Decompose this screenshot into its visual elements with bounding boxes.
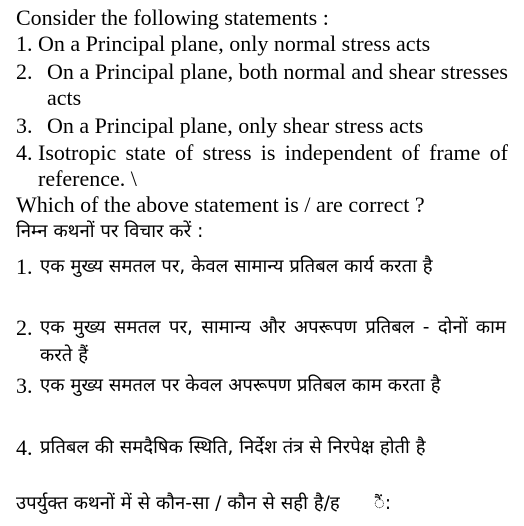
english-statement-4 xyxy=(16,140,508,192)
hindi-question: उपर्युक्त कथनों में से कौन-सा / कौन से सही है/ह ैं: xyxy=(16,493,392,514)
statement-number: 2. xyxy=(16,59,33,84)
hindi-statement-3 xyxy=(16,372,506,400)
statement-number: 4. xyxy=(16,140,33,165)
hindi-intro: निम्न कथनों पर विचार करें : xyxy=(16,221,204,242)
statement-text: On a Principal plane, only shear stress acts xyxy=(47,113,424,138)
statement-text: प्रतिबल की समदैषिक स्थिति, निर्देश तंत्र से निरपेक्ष होती है xyxy=(40,437,426,458)
statement-text: On a Principal plane, only normal stress acts xyxy=(38,31,431,56)
english-question: Which of the above statement is / are correct ? xyxy=(16,192,425,217)
hindi-statement-4 xyxy=(16,434,506,462)
statement-text: Isotropic state of stress is independent of frame of reference. \ xyxy=(38,140,508,191)
hindi-statement-1 xyxy=(16,253,506,281)
statement-text: एक मुख्य समतल पर, सामान्य और अपरूपण प्रतिबल - दोनों काम करते हैं xyxy=(40,317,506,366)
statement-number: 2. xyxy=(16,315,33,340)
statement-text: एक मुख्य समतल पर केवल अपरूपण प्रतिबल काम करता है xyxy=(40,375,441,396)
english-intro: Consider the following statements : xyxy=(16,5,329,30)
statement-number: 3. xyxy=(16,373,33,398)
english-statement-1 xyxy=(16,31,508,57)
statement-number: 4. xyxy=(16,435,33,460)
statement-number: 1. xyxy=(16,31,33,56)
statement-number: 3. xyxy=(16,113,33,138)
statement-number: 1. xyxy=(16,254,33,279)
english-statement-3 xyxy=(16,113,508,139)
english-statement-2 xyxy=(16,59,508,111)
hindi-statement-2 xyxy=(16,314,506,370)
statement-text: On a Principal plane, both normal and shear stresses acts xyxy=(47,59,508,110)
statement-text: एक मुख्य समतल पर, केवल सामान्य प्रतिबल कार्य करता है xyxy=(40,256,433,277)
